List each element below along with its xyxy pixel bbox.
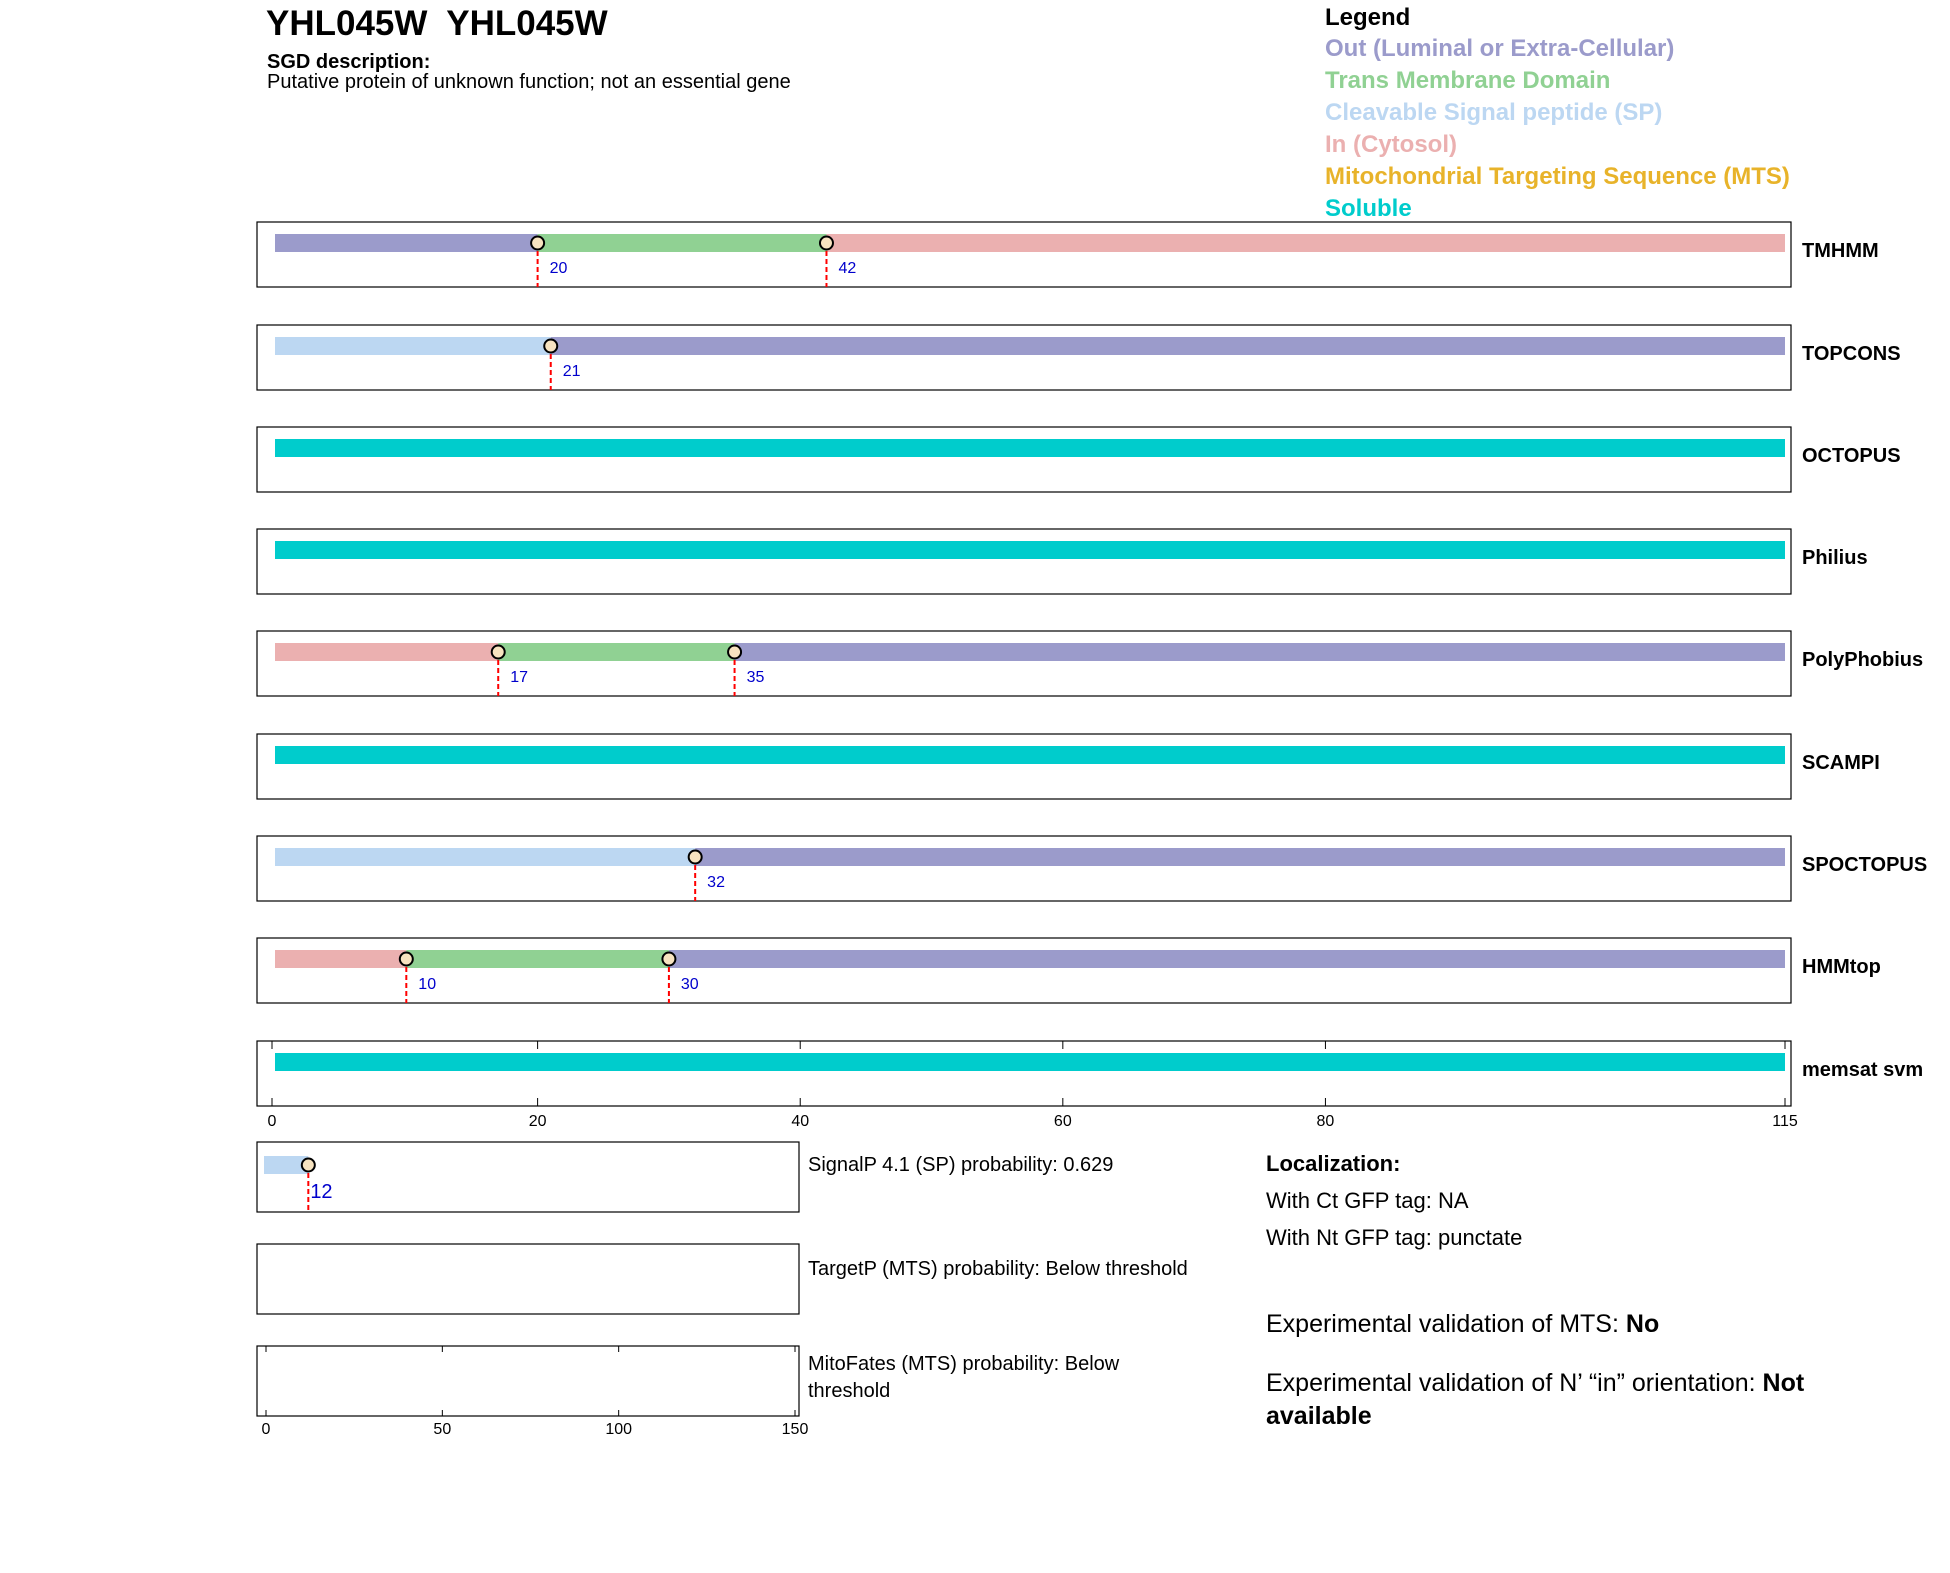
track-frame-tmhmm [257, 222, 1791, 287]
legend-item-tm: Trans Membrane Domain [1325, 67, 1611, 94]
panel-frame-mitofates [257, 1346, 799, 1416]
track-segment [275, 643, 498, 661]
x-tick-label: 20 [528, 1113, 547, 1130]
track-name: SPOCTOPUS [1802, 854, 1928, 876]
sgd-description-heading: SGD description: [267, 51, 431, 73]
track-frame-hmmtop [257, 938, 1791, 1003]
validation-mts-value: No [1625, 1310, 1660, 1338]
localization-ct: With Ct GFP tag: NA [1266, 1188, 1469, 1213]
validation-orientation-prefix: Experimental validation of N’ “in” orientation: [1266, 1369, 1763, 1397]
marker-point [689, 851, 702, 864]
marker-label: 20 [549, 260, 568, 277]
track-frame-spoctopus [257, 836, 1791, 901]
track-segment [551, 337, 1785, 355]
validation-orientation-value: Not available [1266, 1369, 1805, 1430]
marker-point [492, 646, 505, 659]
track-segment [826, 234, 1785, 252]
track-segment [498, 643, 734, 661]
panel-marker-label: 12 [310, 1181, 333, 1203]
track-segment [275, 541, 1785, 559]
x-tick-label: 40 [791, 1113, 810, 1130]
x-tick-label: 115 [1772, 1113, 1798, 1130]
marker-label: 17 [510, 669, 529, 686]
track-frame-scampi [257, 734, 1791, 799]
track-segment [735, 643, 1785, 661]
sgd-description-text: Putative protein of unknown function; not an essential gene [267, 71, 791, 93]
panel-frame-targetp [257, 1244, 799, 1314]
track-segment [538, 234, 827, 252]
track-name: memsat svm [1802, 1059, 1924, 1081]
track-name: SCAMPI [1802, 752, 1880, 774]
track-frame-topcons [257, 325, 1791, 390]
legend-item-sol: Soluble [1325, 195, 1412, 222]
track-segment [669, 950, 1785, 968]
track-name: TMHMM [1802, 240, 1879, 262]
track-frame-memsat-svm [257, 1041, 1791, 1106]
panel-frame-signalp [257, 1142, 799, 1212]
track-segment [275, 234, 538, 252]
marker-point [662, 953, 675, 966]
track-name: OCTOPUS [1802, 445, 1901, 467]
marker-point [728, 646, 741, 659]
marker-point [400, 953, 413, 966]
small-x-tick-label: 150 [781, 1421, 809, 1438]
marker-point [544, 340, 557, 353]
x-tick-label: 80 [1316, 1113, 1335, 1130]
track-segment [695, 848, 1785, 866]
track-frame-octopus [257, 427, 1791, 492]
validation-orientation [1266, 1367, 1856, 1433]
marker-point [531, 237, 544, 250]
track-segment [275, 439, 1785, 457]
track-name: Philius [1802, 547, 1868, 569]
marker-label: 42 [838, 260, 857, 277]
legend-item-in: In (Cytosol) [1325, 131, 1457, 158]
small-x-tick-label: 0 [261, 1421, 271, 1438]
x-tick-label: 60 [1053, 1113, 1072, 1130]
track-name: TOPCONS [1802, 343, 1901, 365]
small-x-tick-label: 100 [605, 1421, 633, 1438]
legend-item-sp: Cleavable Signal peptide (SP) [1325, 99, 1663, 126]
marker-label: 32 [707, 874, 725, 891]
panel-marker-point [302, 1159, 315, 1172]
marker-label: 10 [418, 976, 437, 993]
track-segment [275, 1053, 1785, 1071]
small-x-tick-label: 50 [433, 1421, 452, 1438]
validation-mts-prefix: Experimental validation of MTS: [1266, 1310, 1626, 1338]
track-segment [275, 746, 1785, 764]
signalp-label: SignalP 4.1 (SP) probability: 0.629 [808, 1154, 1114, 1176]
page-title: YHL045W YHL045W [266, 4, 608, 43]
track-frame-philius [257, 529, 1791, 594]
track-segment [406, 950, 669, 968]
track-segment [275, 848, 695, 866]
localization-nt: With Nt GFP tag: punctate [1266, 1225, 1523, 1250]
track-segment [275, 337, 551, 355]
legend-item-out: Out (Luminal or Extra-Cellular) [1325, 35, 1675, 62]
legend-item-mts: Mitochondrial Targeting Sequence (MTS) [1325, 163, 1790, 190]
x-tick-label: 0 [267, 1113, 277, 1130]
marker-label: 35 [746, 669, 765, 686]
mitofates-label: MitoFates (MTS) probability: Below threshold [808, 1353, 1120, 1402]
track-name: HMMtop [1802, 956, 1881, 978]
targetp-label: TargetP (MTS) probability: Below threshold [808, 1258, 1188, 1280]
track-name: PolyPhobius [1802, 649, 1924, 671]
marker-point [820, 237, 833, 250]
legend-heading: Legend [1325, 4, 1411, 31]
marker-label: 30 [680, 976, 699, 993]
track-frame-polyphobius [257, 631, 1791, 696]
marker-label: 21 [562, 363, 581, 380]
validation-mts [1266, 1308, 1906, 1341]
track-segment [275, 950, 406, 968]
localization-heading: Localization: [1266, 1151, 1401, 1176]
